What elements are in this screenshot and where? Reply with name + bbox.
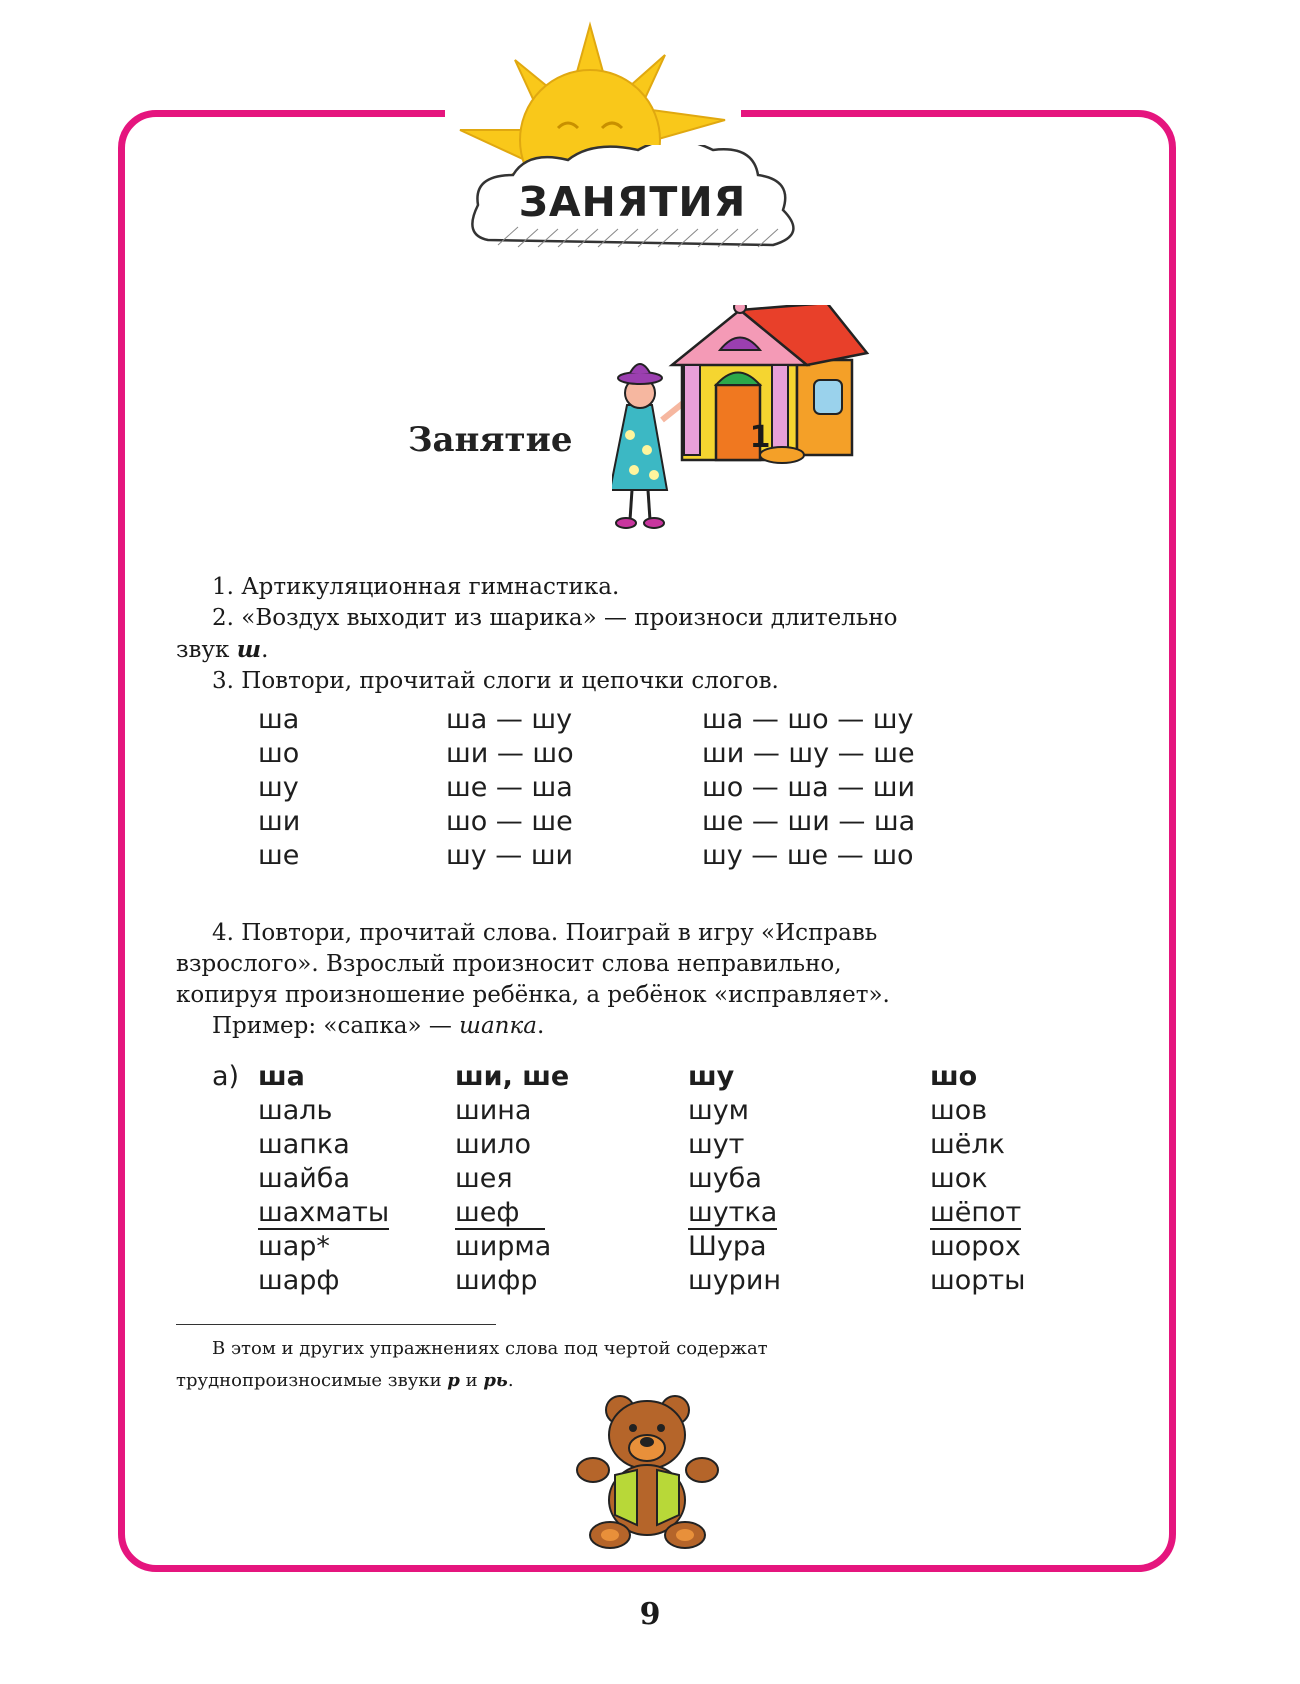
word: шина (455, 1095, 532, 1126)
syllable-pair: ше — ша (446, 772, 573, 803)
word: шорох (930, 1231, 1021, 1262)
footnote-conj: и (459, 1370, 484, 1391)
words-marker: а) (212, 1061, 240, 1092)
task-2-sound: ш (236, 636, 262, 663)
syllable-pair: ши — шо (446, 738, 574, 769)
syllable-pair: шу — ши (446, 840, 574, 871)
word-underlined: шутка (688, 1197, 778, 1228)
task-2-prefix: звук (176, 637, 237, 663)
word: шорты (930, 1265, 1026, 1296)
word: шифр (455, 1265, 538, 1296)
word: шея (455, 1163, 513, 1194)
words-col2 (455, 1060, 569, 1298)
word: шёлк (930, 1129, 1005, 1160)
words-col1 (258, 1060, 389, 1298)
footnote-sound-r: р (447, 1370, 460, 1391)
syllable-chain: шо — ша — ши (702, 772, 916, 803)
words-col4 (930, 1060, 1025, 1298)
syllable-chain: ша — шо — шу (702, 704, 914, 735)
lesson-number: 1 (749, 420, 771, 455)
word: шов (930, 1095, 988, 1126)
task-2-line2 (176, 634, 966, 666)
word: шар* (258, 1231, 330, 1262)
syllable: ши (258, 806, 301, 837)
syllable-chain: ши — шу — ше (702, 738, 915, 769)
words-header: шу (688, 1061, 735, 1092)
example-prefix: Пример: «сапка» — (212, 1013, 460, 1039)
example-word: шапка (459, 1013, 537, 1039)
footnote-prefix: труднопроизносимые звуки (176, 1370, 448, 1391)
words-col3 (688, 1060, 781, 1298)
word: шайба (258, 1163, 350, 1194)
tasks-intro (176, 572, 966, 697)
task-3: 3. Повтори, прочитай слоги и цепочки слогов. (212, 668, 779, 694)
footnote-end: . (507, 1370, 514, 1391)
syllable: ша (258, 704, 300, 735)
word: шок (930, 1163, 988, 1194)
syllable-chain: ше — ши — ша (702, 806, 916, 837)
word: шурин (688, 1265, 782, 1296)
footnote-divider (176, 1324, 496, 1325)
word: шаль (258, 1095, 333, 1126)
footnote-sound-rj: рь (483, 1370, 508, 1391)
syllables-col3 (702, 703, 915, 873)
task-4-line2: взрослого». Взрослый произносит слова неправильно, (176, 951, 842, 977)
task-4-example (176, 1011, 966, 1042)
word: шапка (258, 1129, 350, 1160)
words-header: ши, ше (455, 1061, 570, 1092)
bear-illustration (575, 1390, 720, 1550)
page-number: 9 (639, 1597, 661, 1632)
word-underlined: шеф (455, 1198, 545, 1230)
word: шум (688, 1095, 750, 1126)
task-4-line3: копируя произношение ребёнка, а ребёнок «исправляет». (176, 982, 890, 1008)
word: шут (688, 1129, 745, 1160)
syllable: ше (258, 840, 300, 871)
words-header: ша (258, 1061, 305, 1092)
task-2-line1: 2. «Воздух выходит из шарика» — произноси длительно (212, 605, 898, 631)
syllable: шу (258, 772, 299, 803)
task-2-end: . (261, 637, 269, 663)
word: шарф (258, 1265, 340, 1296)
syllable-chain: шу — ше — шо (702, 840, 914, 871)
syllable-pair: шо — ше (446, 806, 573, 837)
syllables-col1 (258, 703, 300, 873)
task-4 (176, 918, 966, 1042)
word-underlined: шёпот (930, 1197, 1022, 1228)
task-1: 1. Артикуляционная гимнастика. (212, 574, 620, 600)
word: шило (455, 1129, 532, 1160)
syllables-col2 (446, 703, 574, 873)
words-header: шо (930, 1061, 978, 1092)
footnote (176, 1333, 936, 1397)
section-title: ЗАНЯТИЯ (518, 178, 747, 226)
word: шуба (688, 1163, 762, 1194)
task-4-line1: 4. Повтори, прочитай слова. Поиграй в игру «Исправь (212, 920, 878, 946)
girl-figure (612, 364, 687, 528)
syllable-pair: ша — шу (446, 704, 573, 735)
word: ширма (455, 1231, 552, 1262)
footnote-line2 (176, 1365, 936, 1397)
word-underlined: шахматы (258, 1197, 390, 1228)
example-end: . (536, 1013, 545, 1039)
footnote-line1: В этом и других упражнениях слова под чертой содержат (212, 1338, 768, 1359)
lesson-title: Занятие (408, 420, 573, 460)
syllable: шо (258, 738, 300, 769)
word: Шура (688, 1231, 767, 1262)
